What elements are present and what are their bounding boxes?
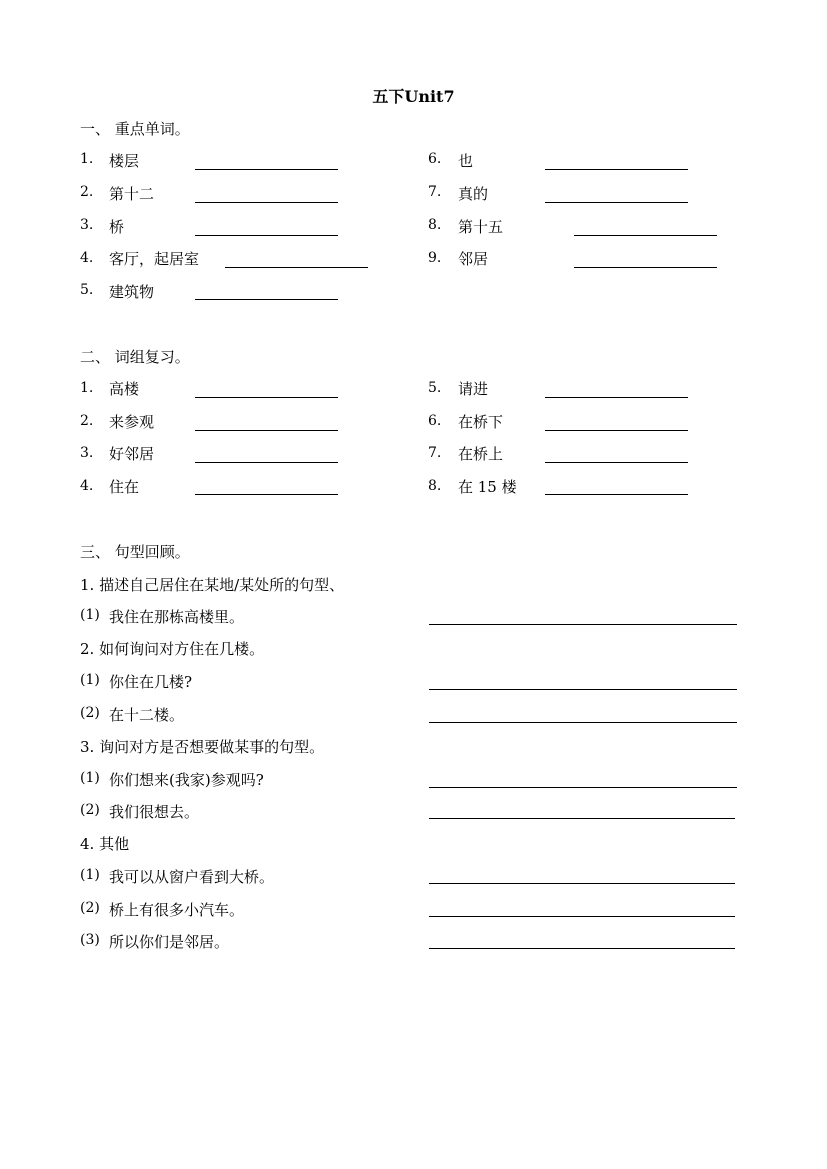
word-9-text: 邻居: [458, 250, 489, 268]
pattern-4-1-text: 我可以从窗户看到大桥。: [109, 868, 275, 886]
pattern-4-3-answer-line[interactable]: [429, 948, 735, 949]
pattern-3-2-answer-line[interactable]: [429, 818, 735, 819]
pattern-2-2-number: (2): [80, 705, 100, 721]
pattern-4-2-text: 桥上有很多小汽车。: [109, 901, 245, 919]
word-7-text: 真的: [458, 185, 489, 203]
word-4-number: 4.: [80, 250, 94, 266]
pattern-3-2-text: 我们很想去。: [109, 803, 200, 821]
pattern-3-1-number: (1): [80, 770, 100, 786]
phrase-7-number: 7.: [428, 445, 442, 461]
pattern-1-1-number: (1): [80, 607, 100, 623]
pattern-4-3-number: (3): [80, 932, 100, 948]
word-6-text: 也: [458, 152, 474, 170]
page-title: 五下Unit7: [372, 87, 455, 106]
phrase-2-answer-line[interactable]: [195, 430, 338, 431]
phrase-7-text: 在桥上: [458, 445, 504, 463]
pattern-4-title: 4. 其他: [80, 835, 130, 853]
pattern-1-1-answer-line[interactable]: [429, 624, 737, 625]
phrase-8-answer-line[interactable]: [545, 494, 688, 495]
phrase-8-text: 在 15 楼: [458, 478, 517, 496]
word-1-number: 1.: [80, 151, 94, 167]
pattern-2-1-text: 你住在几楼?: [109, 673, 193, 691]
pattern-4-3-text: 所以你们是邻居。: [109, 933, 230, 951]
pattern-3-2-number: (2): [80, 802, 100, 818]
phrase-4-text: 住在: [109, 478, 140, 496]
word-3-number: 3.: [80, 217, 94, 233]
phrase-2-text: 来参观: [109, 413, 155, 431]
pattern-3-1-answer-line[interactable]: [429, 787, 737, 788]
phrase-2-number: 2.: [80, 413, 94, 429]
word-9-number: 9.: [428, 250, 442, 266]
word-5-answer-line[interactable]: [195, 299, 338, 300]
word-9-answer-line[interactable]: [574, 267, 717, 268]
word-2-answer-line[interactable]: [195, 202, 338, 203]
word-4-text: 客厅，起居室: [109, 250, 200, 268]
phrase-6-answer-line[interactable]: [545, 430, 688, 431]
phrase-6-text: 在桥下: [458, 413, 504, 431]
phrase-3-text: 好邻居: [109, 445, 155, 463]
word-5-number: 5.: [80, 282, 94, 298]
phrase-8-number: 8.: [428, 478, 442, 494]
phrase-3-number: 3.: [80, 445, 94, 461]
word-8-text: 第十五: [458, 218, 504, 236]
pattern-4-1-number: (1): [80, 867, 100, 883]
word-8-number: 8.: [428, 217, 442, 233]
section-1-heading: 一、 重点单词。: [80, 120, 190, 138]
word-3-answer-line[interactable]: [195, 235, 338, 236]
word-2-text: 第十二: [109, 185, 155, 203]
word-6-answer-line[interactable]: [545, 169, 688, 170]
word-7-number: 7.: [428, 184, 442, 200]
section-2-heading: 二、 词组复习。: [80, 348, 190, 366]
phrase-4-answer-line[interactable]: [195, 494, 338, 495]
word-4-answer-line[interactable]: [225, 267, 368, 268]
phrase-1-text: 高楼: [109, 380, 140, 398]
word-7-answer-line[interactable]: [545, 202, 688, 203]
phrase-1-answer-line[interactable]: [195, 397, 338, 398]
section-3-heading: 三、 句型回顾。: [80, 543, 190, 561]
phrase-5-answer-line[interactable]: [545, 397, 688, 398]
phrase-5-number: 5.: [428, 380, 442, 396]
pattern-3-1-text: 你们想来(我家)参观吗?: [109, 771, 264, 789]
pattern-4-2-number: (2): [80, 900, 100, 916]
phrase-3-answer-line[interactable]: [195, 462, 338, 463]
pattern-2-1-answer-line[interactable]: [429, 689, 737, 690]
phrase-1-number: 1.: [80, 380, 94, 396]
pattern-1-1-text: 我住在那栋高楼里。: [109, 608, 245, 626]
word-2-number: 2.: [80, 184, 94, 200]
phrase-4-number: 4.: [80, 478, 94, 494]
word-6-number: 6.: [428, 151, 442, 167]
phrase-5-text: 请进: [458, 380, 489, 398]
pattern-2-2-answer-line[interactable]: [429, 722, 737, 723]
pattern-4-1-answer-line[interactable]: [429, 883, 735, 884]
pattern-3-title: 3. 询问对方是否想要做某事的句型。: [80, 738, 325, 756]
word-1-answer-line[interactable]: [195, 169, 338, 170]
word-1-text: 楼层: [109, 152, 140, 170]
pattern-2-2-text: 在十二楼。: [109, 706, 185, 724]
pattern-4-2-answer-line[interactable]: [429, 916, 735, 917]
pattern-2-1-number: (1): [80, 672, 100, 688]
pattern-2-title: 2. 如何询问对方住在几楼。: [80, 640, 265, 658]
word-3-text: 桥: [109, 218, 125, 236]
word-5-text: 建筑物: [109, 283, 155, 301]
phrase-6-number: 6.: [428, 413, 442, 429]
phrase-7-answer-line[interactable]: [545, 462, 688, 463]
word-8-answer-line[interactable]: [574, 235, 717, 236]
pattern-1-title: 1. 描述自己居住在某地/某处所的句型、: [80, 576, 345, 594]
